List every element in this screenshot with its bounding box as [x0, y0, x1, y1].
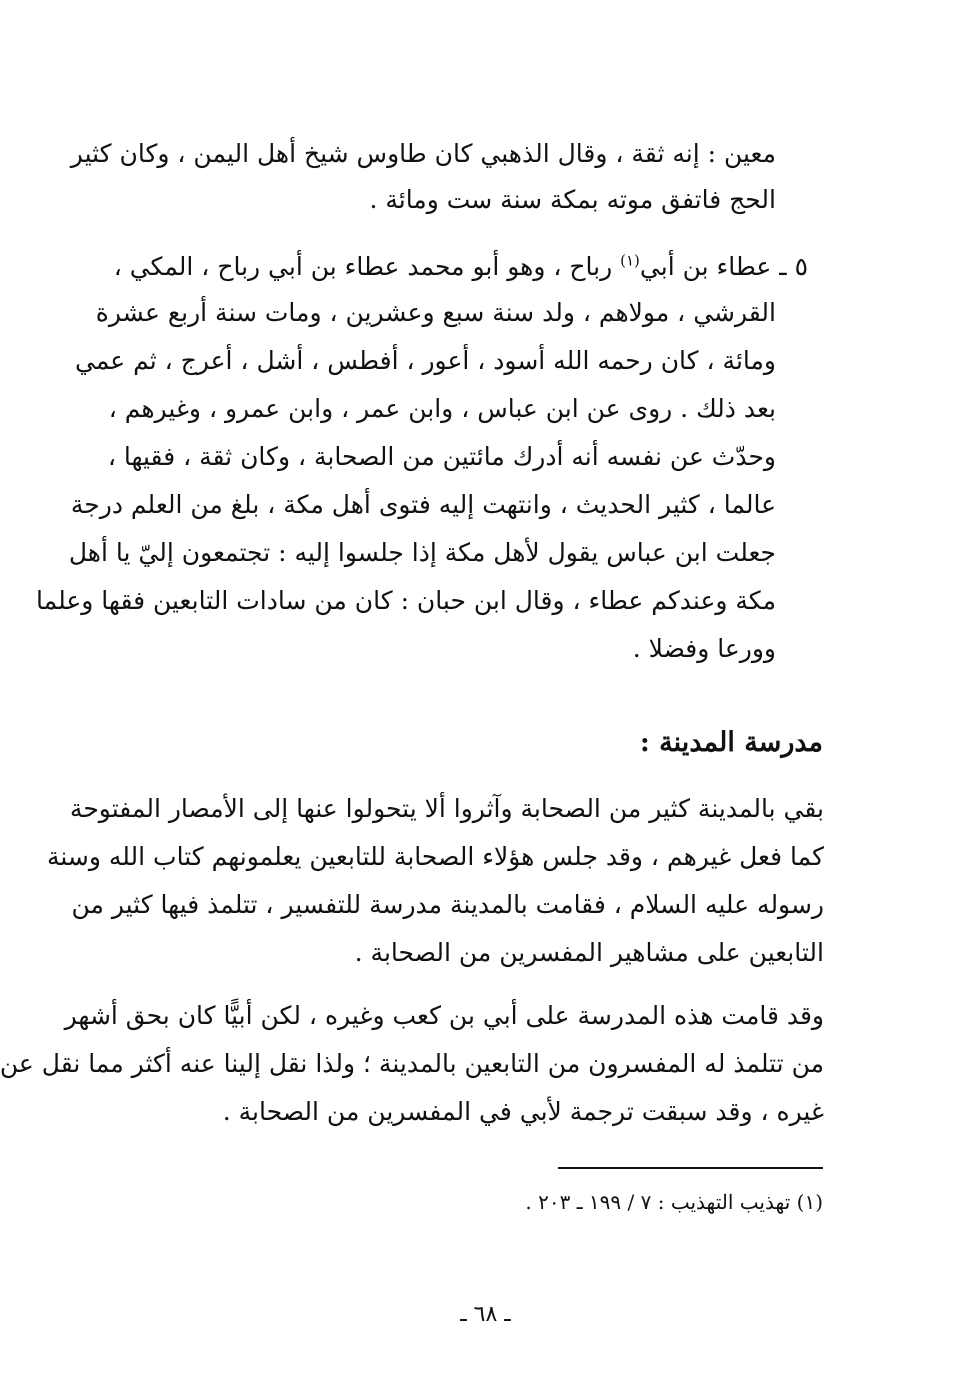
text-line: ومائة ، كان رحمه الله أسود ، أعور ، أفطس ، أشل ، أعرج ، ثم عمي: [74, 346, 776, 375]
text-line: جعلت ابن عباس يقول لأهل مكة إذا جلسوا إليه : تجتمعون إليّ يا أهل: [68, 538, 776, 567]
text-line: القرشي ، مولاهم ، ولد سنة سبع وعشرين ، ومات سنة أربع عشرة: [95, 298, 776, 327]
text-line: وقد قامت هذه المدرسة على أبي بن كعب وغيره ، لكن أبيًّا كان بحق أشهر: [64, 1001, 824, 1030]
text-line: غيره ، وقد سبقت ترجمة لأبي في المفسرين من الصحابة .: [222, 1097, 824, 1126]
text-line: كما فعل غيرهم ، وقد جلس هؤلاء الصحابة للتابعين يعلمونهم كتاب الله وسنة: [46, 842, 824, 871]
footnote-separator: [558, 1167, 823, 1169]
entry-name: عطاء بن أبي: [639, 252, 772, 281]
text-line: الحج فاتفق موته بمكة سنة ست ومائة .: [369, 185, 776, 214]
text-line: بقي بالمدينة كثير من الصحابة وآثروا ألا يتحولوا عنها إلى الأمصار المفتوحة: [69, 794, 824, 823]
entry-first-line-rest: رباح ، وهو أبو محمد عطاء بن أبي رباح ، المكي ،: [113, 252, 613, 281]
text-line: رسوله عليه السلام ، فقامت بالمدينة مدرسة للتفسير ، تتلمذ فيها كثير من: [71, 890, 824, 919]
text-line: معين : إنه ثقة ، وقال الذهبي كان طاوس شيخ أهل اليمن ، وكان كثير: [70, 139, 776, 168]
text-line: من تتلمذ له المفسرون من التابعين بالمدينة ؛ ولذا نقل إلينا عنه أكثر مما نقل عن: [0, 1049, 824, 1078]
text-line: التابعين على مشاهير المفسرين من الصحابة .: [354, 938, 824, 967]
footnote-reference: (١): [620, 251, 640, 270]
text-line: وورعا وفضلا .: [632, 634, 776, 663]
text-line: وحدّث عن نفسه أنه أدرك مائتين من الصحابة ، وكان ثقة ، فقيها ،: [107, 442, 776, 471]
entry-first-line: [113, 250, 808, 284]
footnote: (١) تهذيب التهذيب : ٧ / ١٩٩ ـ ٢٠٣ .: [525, 1190, 823, 1214]
entry-number: ٥ ـ: [779, 252, 808, 281]
section-heading: مدرسة المدينة :: [639, 727, 823, 758]
text-line: عالما ، كثير الحديث ، وانتهت إليه فتوى أهل مكة ، بلغ من العلم درجة: [70, 490, 776, 519]
text-line: بعد ذلك . روى عن ابن عباس ، وابن عمر ، وابن عمرو ، وغيرهم ،: [108, 394, 776, 423]
page-number: ـ ٦٨ ـ: [460, 1302, 511, 1327]
text-line: مكة وعندكم عطاء ، وقال ابن حبان : كان من سادات التابعين فقها وعلما: [36, 586, 776, 615]
